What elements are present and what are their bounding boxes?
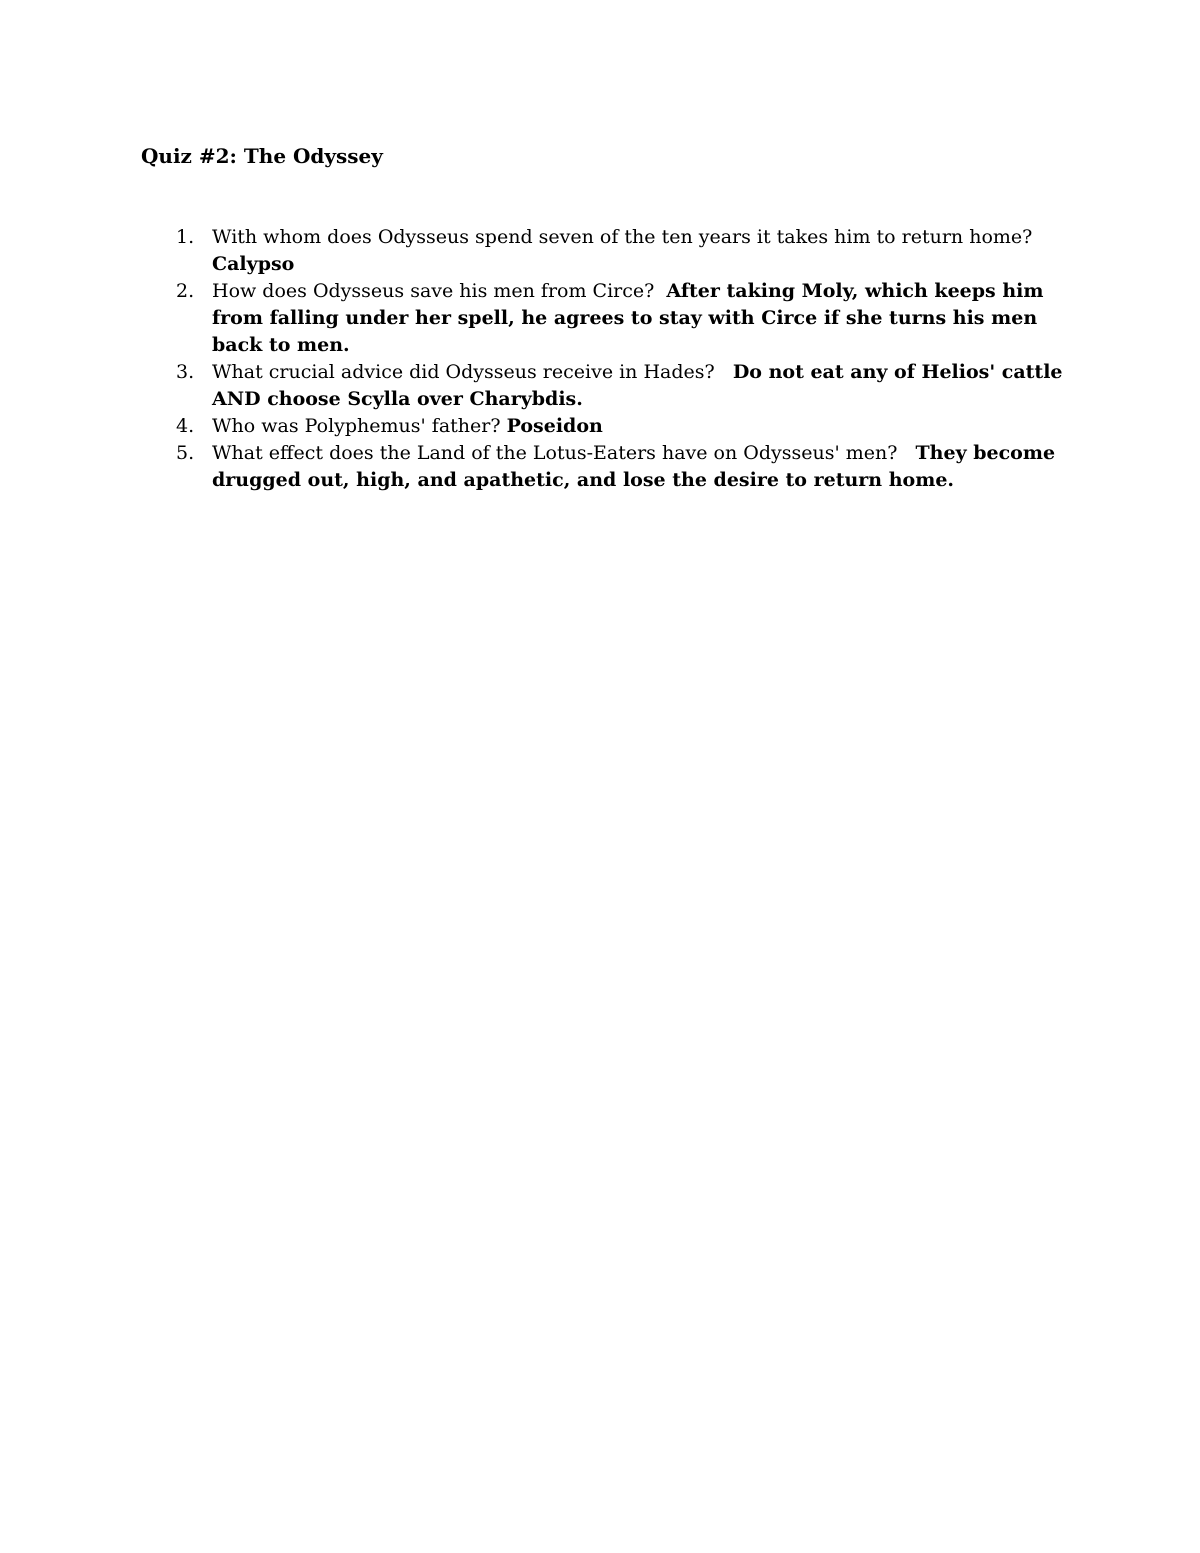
question-number: 5. [176, 442, 195, 464]
question-text: Who was Polyphemus' father? [212, 415, 501, 437]
question-item-2 [141, 278, 1071, 359]
question-item-4 [141, 413, 1071, 440]
answer-text: Calypso [212, 253, 295, 275]
page-title: Quiz #2: The Odyssey [141, 144, 383, 168]
answer-text: Poseidon [506, 415, 603, 437]
question-text: What crucial advice did Odysseus receive in Hades? [212, 361, 715, 383]
answer-text: Do not eat any of Helios' cattle AND choose Scylla over Charybdis. [212, 361, 1063, 410]
question-item-3 [141, 359, 1071, 413]
question-item-1 [141, 224, 1071, 278]
question-text: How does Odysseus save his men from Circe? [212, 280, 655, 302]
question-number: 4. [176, 415, 195, 437]
question-item-5 [141, 440, 1071, 494]
answer-text: After taking Moly, which keeps him from falling under her spell, he agrees to stay with Circe if she turns his men back to men. [212, 280, 1044, 356]
question-text: With whom does Odysseus spend seven of the ten years it takes him to return home? [212, 226, 1033, 248]
question-number: 3. [176, 361, 195, 383]
question-number: 1. [176, 226, 195, 248]
question-number: 2. [176, 280, 195, 302]
question-text: What effect does the Land of the Lotus-Eaters have on Odysseus' men? [212, 442, 898, 464]
question-list [141, 224, 1071, 494]
answer-text: They become drugged out, high, and apathetic, and lose the desire to return home. [212, 442, 1056, 491]
